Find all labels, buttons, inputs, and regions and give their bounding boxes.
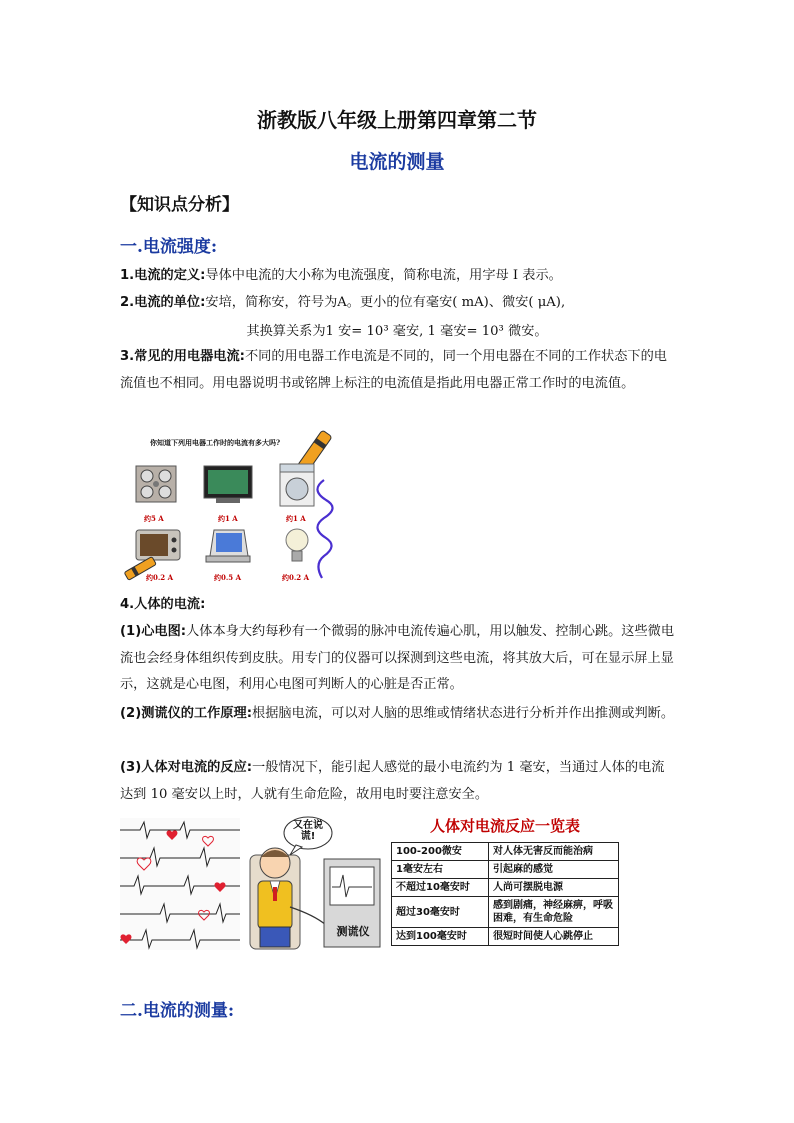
tv-appliance-icon: [202, 464, 254, 506]
table-row: [392, 879, 619, 897]
table-row: [392, 861, 619, 879]
oven-current-label: 约0.2 A: [146, 573, 174, 582]
unit-text: 安培，简称安，符号为A。更小的位有毫安( mA)、微安( μA),: [205, 295, 566, 310]
ecg-paragraph: [120, 619, 676, 699]
unit-paragraph: [120, 290, 676, 317]
laptop-appliance-icon: [204, 528, 252, 568]
table-cell: 引起麻的感觉: [489, 861, 619, 879]
appliance-current-text: 不同的用电器工作电流是不同的，同一个用电器在不同的工作状态下的电流值也不相同。用电器说明书或铭牌上标注的电流值是指此用电器正常工作时的电流值。: [120, 349, 667, 391]
laptop-current-label: 约0.5 A: [214, 573, 242, 582]
table-cell: 对人体无害反而能治病: [489, 843, 619, 861]
lie-detector-text: 根据脑电流，可以对人脑的思维或情绪状态进行分析并作出推测或判断。: [252, 706, 675, 721]
reaction-paragraph: [120, 755, 676, 808]
document-title: 浙教版八年级上册第四章第二节: [257, 108, 537, 132]
table-cell: 100-200微安: [392, 843, 489, 861]
definition-paragraph: [120, 263, 676, 290]
human-current-label: 4.人体的电流:: [120, 597, 206, 612]
table-row: [392, 843, 619, 861]
table-row: [392, 897, 619, 928]
definition-label: 1.电流的定义:: [120, 268, 206, 283]
ecg-text: 人体本身大约每秒有一个微弱的脉冲电流传遍心肌，用以触发、控制心跳。这些微电流也会经身体组织传到皮肤。用专门的仪器可以探测到这些电流，将其放大后，可在显示屏上显示，这就是心电图，利用心电图可判断人的心脏是否正常。: [120, 624, 675, 692]
section2-heading: 二.电流的测量:: [120, 1001, 235, 1021]
unit-label: 2.电流的单位:: [120, 295, 206, 310]
reaction-table-title: 人体对电流反应一览表: [429, 817, 580, 835]
table-cell: 人尚可摆脱电源: [489, 879, 619, 897]
appliance-current-label: 3.常见的用电器电流:: [120, 349, 245, 364]
table-cell: 不超过10毫安时: [392, 879, 489, 897]
speech-bubble-text: 又在说谎!: [293, 820, 323, 842]
document-subtitle: 电流的测量: [349, 151, 445, 173]
human-current-heading: [120, 592, 676, 619]
washing-machine-icon: [276, 462, 318, 508]
machine-label: 测谎仪: [336, 925, 370, 938]
table-row: [392, 928, 619, 946]
lie-detector-label: (2)测谎仪的工作原理:: [120, 706, 253, 721]
washer-current-label: 约1 A: [286, 514, 306, 523]
analysis-heading: 【知识点分析】: [120, 195, 239, 215]
lie-detector-cartoon: [244, 815, 384, 953]
reaction-table: [391, 842, 619, 946]
figure-caption: 你知道下列用电器工作时的电流有多大吗?: [150, 438, 281, 447]
definition-text: 导体中电流的大小称为电流强度，简称电流，用字母 I 表示。: [205, 268, 562, 283]
light-bulb-icon: [282, 526, 312, 570]
ecg-hearts-figure: [120, 818, 240, 950]
reaction-label: (3)人体对电流的反应:: [120, 760, 253, 775]
section1-heading: 一.电流强度:: [120, 237, 218, 257]
table-cell: 很短时间使人心跳停止: [489, 928, 619, 946]
unit-conversion-line: 其换算关系为1 安= 10³ 毫安, 1 毫安= 10³ 微安。: [246, 324, 548, 339]
lie-detector-paragraph: [120, 701, 676, 728]
heater-current-label: 约5 A: [144, 514, 164, 523]
ecg-label: (1)心电图:: [120, 624, 187, 639]
table-cell: 超过30毫安时: [392, 897, 489, 928]
tv-current-label: 约1 A: [218, 514, 238, 523]
table-cell: 达到100毫安时: [392, 928, 489, 946]
reaction-text: 一般情况下，能引起人感觉的最小电流约为 1 毫安，当通过人体的电流达到 10 毫安以上时，人就有生命危险，故用电时要注意安全。: [120, 760, 665, 802]
table-cell: 1毫安左右: [392, 861, 489, 879]
heater-appliance-icon: [134, 464, 178, 504]
bulb-current-label: 约0.2 A: [282, 573, 310, 582]
appliance-current-figure: [120, 428, 342, 583]
appliance-current-paragraph: [120, 344, 676, 397]
table-cell: 感到剧痛，神经麻痹，呼吸困难，有生命危险: [489, 897, 619, 928]
